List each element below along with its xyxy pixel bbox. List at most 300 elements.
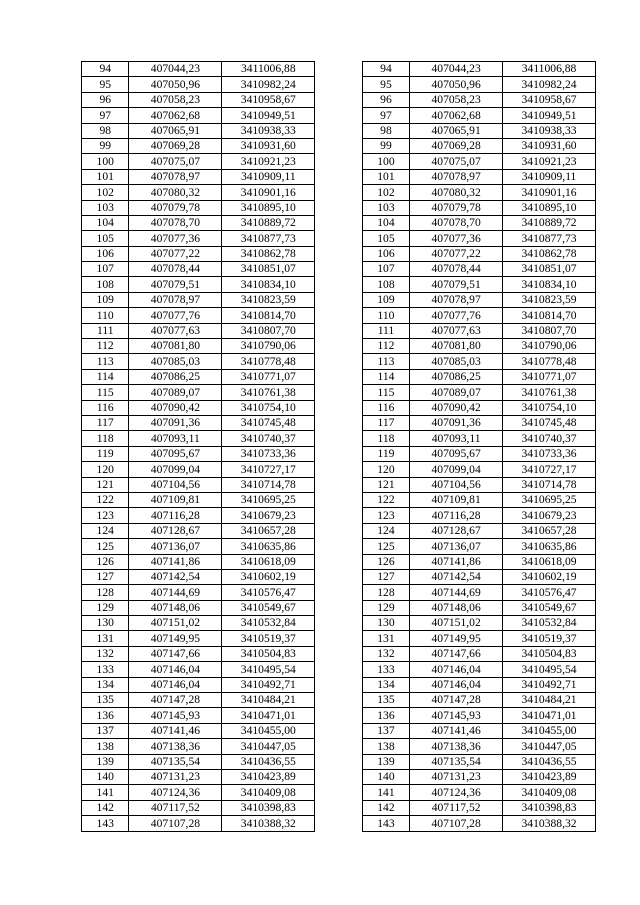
left-x-coordinate: 407149,95 <box>129 631 222 646</box>
right-point-number: 123 <box>362 508 409 523</box>
coordinates-table <box>81 61 596 832</box>
right-point-number: 112 <box>362 339 409 354</box>
left-x-coordinate: 407135,54 <box>129 754 222 769</box>
column-gap <box>315 708 362 723</box>
right-point-number: 131 <box>362 631 409 646</box>
left-x-coordinate: 407141,46 <box>129 723 222 738</box>
column-gap <box>315 77 362 92</box>
left-point-number: 97 <box>82 108 129 123</box>
left-x-coordinate: 407086,25 <box>129 369 222 384</box>
left-point-number: 126 <box>82 554 129 569</box>
right-y-coordinate: 3410679,23 <box>503 508 596 523</box>
right-x-coordinate: 407077,63 <box>410 323 503 338</box>
right-point-number: 115 <box>362 385 409 400</box>
right-x-coordinate: 407091,36 <box>410 415 503 430</box>
right-y-coordinate: 3410436,55 <box>503 754 596 769</box>
right-y-coordinate: 3410889,72 <box>503 215 596 230</box>
left-x-coordinate: 407090,42 <box>129 400 222 415</box>
table-row <box>82 754 596 769</box>
left-y-coordinate: 3410931,60 <box>222 138 315 153</box>
right-x-coordinate: 407078,70 <box>410 215 503 230</box>
left-point-number: 125 <box>82 539 129 554</box>
left-point-number: 141 <box>82 785 129 800</box>
left-x-coordinate: 407099,04 <box>129 462 222 477</box>
left-y-coordinate: 3410745,48 <box>222 415 315 430</box>
table-row <box>82 215 596 230</box>
left-x-coordinate: 407077,22 <box>129 246 222 261</box>
right-x-coordinate: 407086,25 <box>410 369 503 384</box>
left-point-number: 139 <box>82 754 129 769</box>
column-gap <box>315 108 362 123</box>
table-row <box>82 646 596 661</box>
left-y-coordinate: 3410576,47 <box>222 585 315 600</box>
right-point-number: 128 <box>362 585 409 600</box>
right-y-coordinate: 3410602,19 <box>503 569 596 584</box>
left-y-coordinate: 3410471,01 <box>222 708 315 723</box>
table-row <box>82 785 596 800</box>
table-row <box>82 739 596 754</box>
left-y-coordinate: 3410771,07 <box>222 369 315 384</box>
table-row <box>82 292 596 307</box>
right-point-number: 119 <box>362 446 409 461</box>
right-point-number: 122 <box>362 492 409 507</box>
left-point-number: 124 <box>82 523 129 538</box>
right-point-number: 124 <box>362 523 409 538</box>
right-y-coordinate: 3410398,83 <box>503 800 596 815</box>
left-point-number: 99 <box>82 138 129 153</box>
column-gap <box>315 569 362 584</box>
right-y-coordinate: 3410447,05 <box>503 739 596 754</box>
left-y-coordinate: 3410958,67 <box>222 92 315 107</box>
column-gap <box>315 539 362 554</box>
right-point-number: 116 <box>362 400 409 415</box>
left-point-number: 103 <box>82 200 129 215</box>
column-gap <box>315 646 362 661</box>
right-point-number: 120 <box>362 462 409 477</box>
table-row <box>82 539 596 554</box>
left-y-coordinate: 3410895,10 <box>222 200 315 215</box>
right-point-number: 141 <box>362 785 409 800</box>
column-gap <box>315 616 362 631</box>
left-y-coordinate: 3410982,24 <box>222 77 315 92</box>
column-gap <box>315 816 362 831</box>
right-point-number: 117 <box>362 415 409 430</box>
right-x-coordinate: 407107,28 <box>410 816 503 831</box>
right-x-coordinate: 407147,66 <box>410 646 503 661</box>
right-x-coordinate: 407151,02 <box>410 616 503 631</box>
left-x-coordinate: 407109,81 <box>129 492 222 507</box>
right-x-coordinate: 407075,07 <box>410 154 503 169</box>
right-point-number: 110 <box>362 308 409 323</box>
left-point-number: 100 <box>82 154 129 169</box>
column-gap <box>315 138 362 153</box>
table-row <box>82 339 596 354</box>
left-y-coordinate: 3410807,70 <box>222 323 315 338</box>
left-x-coordinate: 407117,52 <box>129 800 222 815</box>
left-x-coordinate: 407080,32 <box>129 185 222 200</box>
table-row <box>82 677 596 692</box>
table-row <box>82 508 596 523</box>
table-row <box>82 477 596 492</box>
left-y-coordinate: 3410657,28 <box>222 523 315 538</box>
left-x-coordinate: 407146,04 <box>129 662 222 677</box>
right-y-coordinate: 3410931,60 <box>503 138 596 153</box>
right-point-number: 103 <box>362 200 409 215</box>
left-x-coordinate: 407065,91 <box>129 123 222 138</box>
right-y-coordinate: 3410921,23 <box>503 154 596 169</box>
right-point-number: 135 <box>362 693 409 708</box>
table-row <box>82 600 596 615</box>
left-point-number: 109 <box>82 292 129 307</box>
right-y-coordinate: 3410938,33 <box>503 123 596 138</box>
column-gap <box>315 262 362 277</box>
right-point-number: 140 <box>362 769 409 784</box>
right-y-coordinate: 3410388,32 <box>503 816 596 831</box>
right-x-coordinate: 407062,68 <box>410 108 503 123</box>
right-y-coordinate: 3410657,28 <box>503 523 596 538</box>
left-y-coordinate: 3410761,38 <box>222 385 315 400</box>
right-y-coordinate: 3410814,70 <box>503 308 596 323</box>
column-gap <box>315 123 362 138</box>
left-point-number: 140 <box>82 769 129 784</box>
right-point-number: 97 <box>362 108 409 123</box>
column-gap <box>315 369 362 384</box>
column-gap <box>315 662 362 677</box>
left-y-coordinate: 3410504,83 <box>222 646 315 661</box>
table-row <box>82 354 596 369</box>
column-gap <box>315 723 362 738</box>
right-point-number: 113 <box>362 354 409 369</box>
right-point-number: 137 <box>362 723 409 738</box>
right-x-coordinate: 407065,91 <box>410 123 503 138</box>
left-x-coordinate: 407107,28 <box>129 816 222 831</box>
left-x-coordinate: 407081,80 <box>129 339 222 354</box>
right-x-coordinate: 407077,22 <box>410 246 503 261</box>
coordinates-table-body <box>82 62 596 832</box>
right-point-number: 136 <box>362 708 409 723</box>
left-point-number: 121 <box>82 477 129 492</box>
column-gap <box>315 154 362 169</box>
left-y-coordinate: 3410635,86 <box>222 539 315 554</box>
table-row <box>82 169 596 184</box>
right-x-coordinate: 407079,78 <box>410 200 503 215</box>
left-y-coordinate: 3410921,23 <box>222 154 315 169</box>
right-point-number: 105 <box>362 231 409 246</box>
right-y-coordinate: 3410949,51 <box>503 108 596 123</box>
table-row <box>82 769 596 784</box>
left-point-number: 128 <box>82 585 129 600</box>
right-y-coordinate: 3410754,10 <box>503 400 596 415</box>
left-x-coordinate: 407078,44 <box>129 262 222 277</box>
right-point-number: 130 <box>362 616 409 631</box>
left-y-coordinate: 3410778,48 <box>222 354 315 369</box>
right-y-coordinate: 3410635,86 <box>503 539 596 554</box>
right-x-coordinate: 407131,23 <box>410 769 503 784</box>
left-y-coordinate: 3410679,23 <box>222 508 315 523</box>
table-row <box>82 616 596 631</box>
left-point-number: 119 <box>82 446 129 461</box>
right-point-number: 134 <box>362 677 409 692</box>
table-row <box>82 723 596 738</box>
right-y-coordinate: 3410958,67 <box>503 92 596 107</box>
right-x-coordinate: 407147,28 <box>410 693 503 708</box>
right-point-number: 133 <box>362 662 409 677</box>
left-x-coordinate: 407069,28 <box>129 138 222 153</box>
right-y-coordinate: 3411006,88 <box>503 62 596 77</box>
right-x-coordinate: 407058,23 <box>410 92 503 107</box>
left-x-coordinate: 407131,23 <box>129 769 222 784</box>
left-x-coordinate: 407078,97 <box>129 292 222 307</box>
right-x-coordinate: 407145,93 <box>410 708 503 723</box>
right-x-coordinate: 407078,97 <box>410 292 503 307</box>
left-y-coordinate: 3410549,67 <box>222 600 315 615</box>
right-point-number: 99 <box>362 138 409 153</box>
right-point-number: 94 <box>362 62 409 77</box>
left-point-number: 135 <box>82 693 129 708</box>
column-gap <box>315 415 362 430</box>
column-gap <box>315 523 362 538</box>
table-row <box>82 92 596 107</box>
left-y-coordinate: 3410733,36 <box>222 446 315 461</box>
left-x-coordinate: 407058,23 <box>129 92 222 107</box>
right-x-coordinate: 407135,54 <box>410 754 503 769</box>
right-x-coordinate: 407077,76 <box>410 308 503 323</box>
left-y-coordinate: 3411006,88 <box>222 62 315 77</box>
left-point-number: 143 <box>82 816 129 831</box>
left-point-number: 127 <box>82 569 129 584</box>
right-y-coordinate: 3410532,84 <box>503 616 596 631</box>
right-point-number: 95 <box>362 77 409 92</box>
right-y-coordinate: 3410549,67 <box>503 600 596 615</box>
left-point-number: 106 <box>82 246 129 261</box>
left-y-coordinate: 3410823,59 <box>222 292 315 307</box>
right-x-coordinate: 407104,56 <box>410 477 503 492</box>
left-x-coordinate: 407128,67 <box>129 523 222 538</box>
column-gap <box>315 169 362 184</box>
table-row <box>82 523 596 538</box>
left-point-number: 95 <box>82 77 129 92</box>
left-y-coordinate: 3410519,37 <box>222 631 315 646</box>
left-x-coordinate: 407078,70 <box>129 215 222 230</box>
right-point-number: 101 <box>362 169 409 184</box>
column-gap <box>315 308 362 323</box>
left-x-coordinate: 407079,51 <box>129 277 222 292</box>
left-point-number: 122 <box>82 492 129 507</box>
right-point-number: 125 <box>362 539 409 554</box>
left-y-coordinate: 3410790,06 <box>222 339 315 354</box>
right-y-coordinate: 3410423,89 <box>503 769 596 784</box>
right-y-coordinate: 3410492,71 <box>503 677 596 692</box>
column-gap <box>315 277 362 292</box>
right-point-number: 142 <box>362 800 409 815</box>
right-y-coordinate: 3410895,10 <box>503 200 596 215</box>
left-x-coordinate: 407151,02 <box>129 616 222 631</box>
right-point-number: 108 <box>362 277 409 292</box>
right-point-number: 126 <box>362 554 409 569</box>
left-point-number: 107 <box>82 262 129 277</box>
table-row <box>82 154 596 169</box>
right-y-coordinate: 3410771,07 <box>503 369 596 384</box>
column-gap <box>315 754 362 769</box>
left-point-number: 123 <box>82 508 129 523</box>
table-row <box>82 816 596 831</box>
left-point-number: 116 <box>82 400 129 415</box>
left-y-coordinate: 3410602,19 <box>222 569 315 584</box>
right-point-number: 138 <box>362 739 409 754</box>
left-x-coordinate: 407062,68 <box>129 108 222 123</box>
right-point-number: 143 <box>362 816 409 831</box>
left-y-coordinate: 3410909,11 <box>222 169 315 184</box>
right-point-number: 132 <box>362 646 409 661</box>
right-x-coordinate: 407044,23 <box>410 62 503 77</box>
right-x-coordinate: 407116,28 <box>410 508 503 523</box>
right-x-coordinate: 407136,07 <box>410 539 503 554</box>
right-point-number: 109 <box>362 292 409 307</box>
right-x-coordinate: 407142,54 <box>410 569 503 584</box>
right-y-coordinate: 3410877,73 <box>503 231 596 246</box>
column-gap <box>315 323 362 338</box>
left-point-number: 113 <box>82 354 129 369</box>
right-point-number: 127 <box>362 569 409 584</box>
right-y-coordinate: 3410982,24 <box>503 77 596 92</box>
left-x-coordinate: 407078,97 <box>129 169 222 184</box>
left-x-coordinate: 407075,07 <box>129 154 222 169</box>
right-x-coordinate: 407109,81 <box>410 492 503 507</box>
right-point-number: 98 <box>362 123 409 138</box>
right-y-coordinate: 3410834,10 <box>503 277 596 292</box>
column-gap <box>315 693 362 708</box>
right-x-coordinate: 407128,67 <box>410 523 503 538</box>
column-gap <box>315 492 362 507</box>
left-y-coordinate: 3410727,17 <box>222 462 315 477</box>
left-y-coordinate: 3410436,55 <box>222 754 315 769</box>
right-point-number: 129 <box>362 600 409 615</box>
left-x-coordinate: 407085,03 <box>129 354 222 369</box>
right-point-number: 121 <box>362 477 409 492</box>
left-y-coordinate: 3410862,78 <box>222 246 315 261</box>
right-point-number: 96 <box>362 92 409 107</box>
right-x-coordinate: 407090,42 <box>410 400 503 415</box>
right-y-coordinate: 3410576,47 <box>503 585 596 600</box>
left-y-coordinate: 3410851,07 <box>222 262 315 277</box>
table-row <box>82 323 596 338</box>
table-row <box>82 123 596 138</box>
table-row <box>82 77 596 92</box>
left-y-coordinate: 3410714,78 <box>222 477 315 492</box>
right-y-coordinate: 3410909,11 <box>503 169 596 184</box>
right-x-coordinate: 407093,11 <box>410 431 503 446</box>
left-point-number: 115 <box>82 385 129 400</box>
right-point-number: 118 <box>362 431 409 446</box>
right-x-coordinate: 407124,36 <box>410 785 503 800</box>
left-point-number: 130 <box>82 616 129 631</box>
left-x-coordinate: 407144,69 <box>129 585 222 600</box>
left-x-coordinate: 407077,63 <box>129 323 222 338</box>
right-y-coordinate: 3410901,16 <box>503 185 596 200</box>
left-point-number: 96 <box>82 92 129 107</box>
right-point-number: 104 <box>362 215 409 230</box>
left-y-coordinate: 3410423,89 <box>222 769 315 784</box>
table-row <box>82 308 596 323</box>
right-y-coordinate: 3410745,48 <box>503 415 596 430</box>
table-row <box>82 693 596 708</box>
left-point-number: 118 <box>82 431 129 446</box>
right-point-number: 114 <box>362 369 409 384</box>
right-y-coordinate: 3410471,01 <box>503 708 596 723</box>
left-x-coordinate: 407116,28 <box>129 508 222 523</box>
table-row <box>82 446 596 461</box>
left-point-number: 101 <box>82 169 129 184</box>
table-row <box>82 369 596 384</box>
left-x-coordinate: 407147,66 <box>129 646 222 661</box>
left-y-coordinate: 3410754,10 <box>222 400 315 415</box>
right-y-coordinate: 3410495,54 <box>503 662 596 677</box>
left-y-coordinate: 3410495,54 <box>222 662 315 677</box>
left-point-number: 133 <box>82 662 129 677</box>
left-x-coordinate: 407148,06 <box>129 600 222 615</box>
right-x-coordinate: 407078,97 <box>410 169 503 184</box>
column-gap <box>315 62 362 77</box>
table-row <box>82 554 596 569</box>
column-gap <box>315 400 362 415</box>
column-gap <box>315 215 362 230</box>
right-y-coordinate: 3410778,48 <box>503 354 596 369</box>
column-gap <box>315 631 362 646</box>
column-gap <box>315 739 362 754</box>
column-gap <box>315 554 362 569</box>
left-point-number: 129 <box>82 600 129 615</box>
left-point-number: 111 <box>82 323 129 338</box>
column-gap <box>315 339 362 354</box>
column-gap <box>315 800 362 815</box>
left-y-coordinate: 3410889,72 <box>222 215 315 230</box>
column-gap <box>315 385 362 400</box>
left-x-coordinate: 407147,28 <box>129 693 222 708</box>
column-gap <box>315 785 362 800</box>
column-gap <box>315 446 362 461</box>
table-row <box>82 462 596 477</box>
right-x-coordinate: 407079,51 <box>410 277 503 292</box>
right-x-coordinate: 407069,28 <box>410 138 503 153</box>
left-point-number: 134 <box>82 677 129 692</box>
right-y-coordinate: 3410484,21 <box>503 693 596 708</box>
left-point-number: 110 <box>82 308 129 323</box>
right-x-coordinate: 407146,04 <box>410 677 503 692</box>
left-y-coordinate: 3410447,05 <box>222 739 315 754</box>
table-row <box>82 400 596 415</box>
right-y-coordinate: 3410740,37 <box>503 431 596 446</box>
column-gap <box>315 92 362 107</box>
right-point-number: 139 <box>362 754 409 769</box>
right-x-coordinate: 407117,52 <box>410 800 503 815</box>
left-x-coordinate: 407138,36 <box>129 739 222 754</box>
left-y-coordinate: 3410492,71 <box>222 677 315 692</box>
right-point-number: 100 <box>362 154 409 169</box>
left-point-number: 102 <box>82 185 129 200</box>
left-y-coordinate: 3410901,16 <box>222 185 315 200</box>
right-x-coordinate: 407146,04 <box>410 662 503 677</box>
left-y-coordinate: 3410814,70 <box>222 308 315 323</box>
column-gap <box>315 677 362 692</box>
right-x-coordinate: 407050,96 <box>410 77 503 92</box>
left-point-number: 94 <box>82 62 129 77</box>
table-row <box>82 662 596 677</box>
column-gap <box>315 508 362 523</box>
left-point-number: 131 <box>82 631 129 646</box>
left-x-coordinate: 407077,36 <box>129 231 222 246</box>
column-gap <box>315 292 362 307</box>
left-point-number: 98 <box>82 123 129 138</box>
